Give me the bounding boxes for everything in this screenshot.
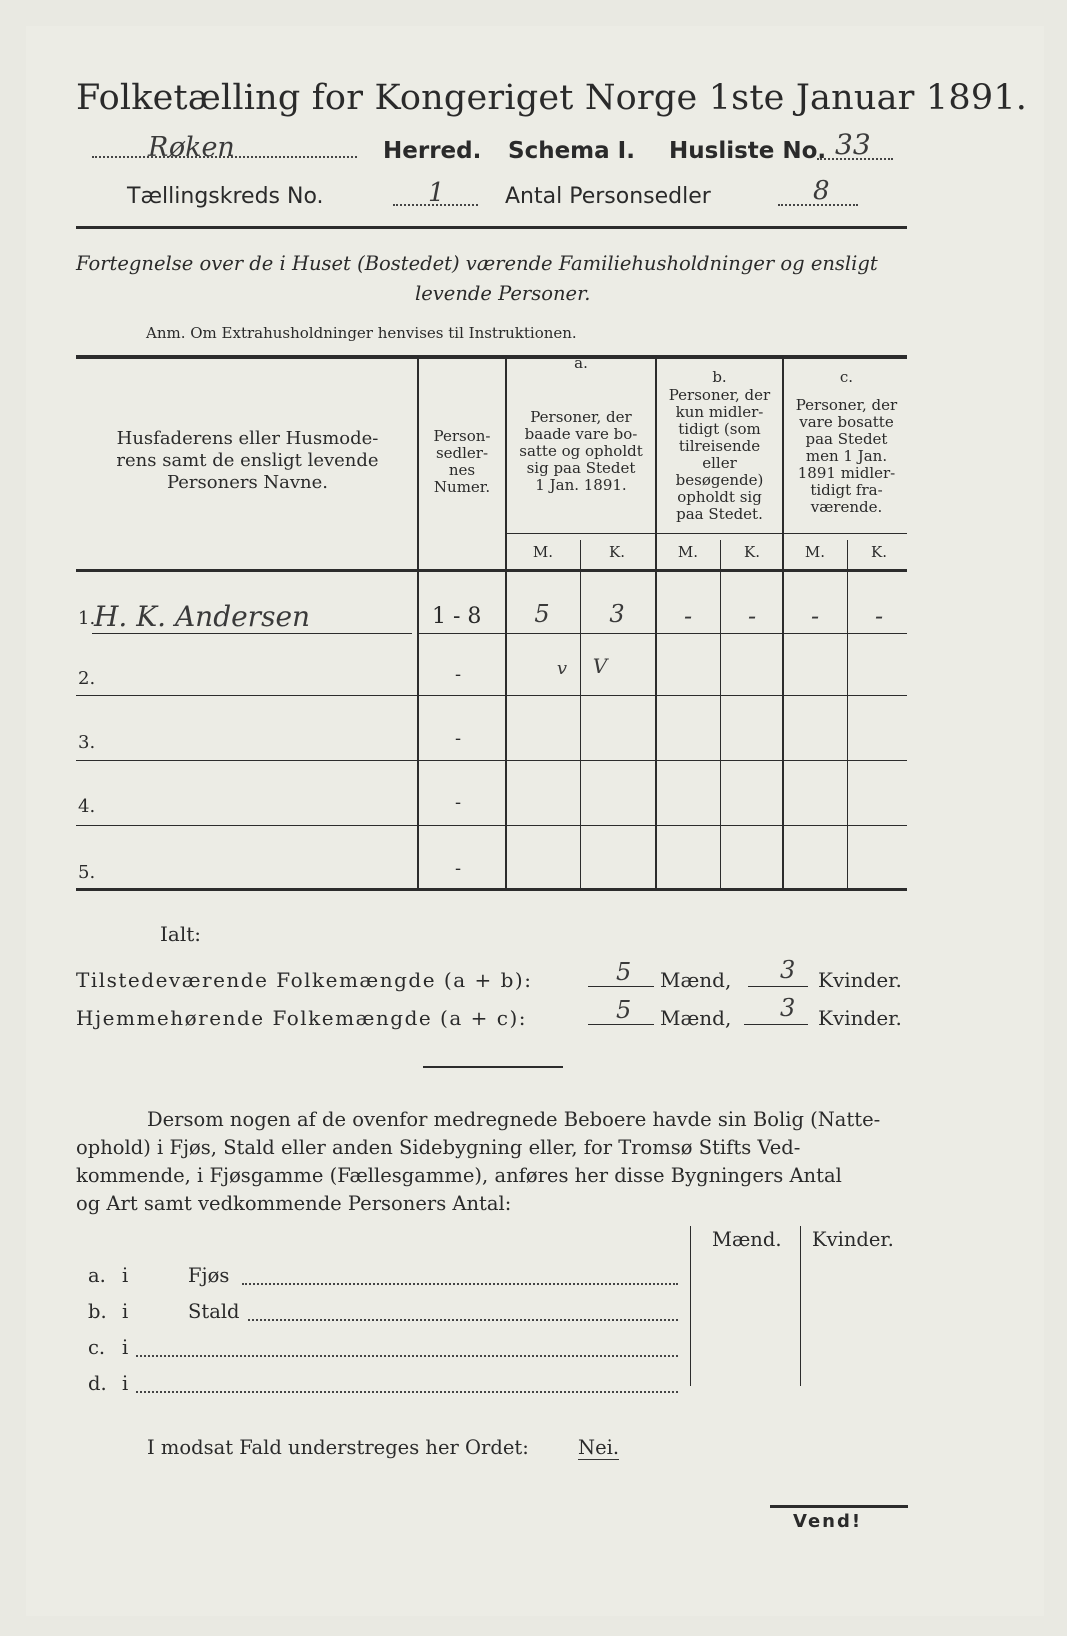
buildings-maend-head: Mænd. <box>712 1228 782 1251</box>
row-4-sedler: - <box>455 792 462 813</box>
col-divider-c-mk <box>847 540 848 888</box>
row-1-rule <box>419 633 907 634</box>
tilstede-m-line <box>588 986 654 987</box>
tilstede-k-line <box>748 986 808 987</box>
row-4-num: 4. <box>78 796 96 817</box>
herred-name: Røken <box>148 132 235 163</box>
row-1-a-k: 3 <box>609 600 625 628</box>
buildings-kvinder-head: Kvinder. <box>812 1228 894 1251</box>
a-m-header: M. <box>532 543 554 561</box>
row-1-num: 1. <box>78 608 96 629</box>
hjemme-maend: Mænd, <box>660 1006 732 1030</box>
hjemme-k-value: 3 <box>780 994 796 1022</box>
section-divider <box>423 1066 563 1068</box>
col-a-header: Personer, der baade vare bo- satte og opholdt sig paa Stedet 1 Jan. 1891. <box>519 408 643 494</box>
building-d-letter: d. <box>88 1372 107 1395</box>
row-1-a-m: 5 <box>534 600 550 628</box>
row-1-c-k: - <box>874 602 884 630</box>
tilstede-m-value: 5 <box>616 958 632 986</box>
row-1-name: H. K. Andersen <box>94 600 311 633</box>
hjemme-m-value: 5 <box>616 996 632 1024</box>
col-divider-a-mk <box>580 540 581 888</box>
row-1-sedler: 1 - 8 <box>432 604 482 629</box>
buildings-para-1: Dersom nogen af de ovenfor medregnede Beboere havde sin Bolig (Natte- <box>147 1108 881 1131</box>
tilstede-maend: Mænd, <box>660 968 732 992</box>
ialt-label: Ialt: <box>160 922 201 946</box>
schema-label: Schema I. <box>508 138 635 164</box>
col-divider-b-mk <box>720 540 721 888</box>
col-b-letter: b. <box>712 368 727 386</box>
buildings-para-3: kommende, i Fjøsgamme (Fællesgamme), anføres her disse Bygningers Antal <box>76 1164 842 1187</box>
herred-label: Herred. <box>383 138 482 164</box>
b-m-header: M. <box>677 543 699 561</box>
building-b-dots <box>248 1319 678 1321</box>
hjemme-m-line <box>588 1024 654 1025</box>
row-1-name-rule <box>92 633 412 634</box>
building-b-label: Stald <box>188 1300 240 1323</box>
intro-line-2: levende Personer. <box>415 282 591 305</box>
col-name-header: Husfaderens eller Husmode- rens samt de ensligt levende Personers Navne. <box>116 428 379 493</box>
row-2-a-m: v <box>556 658 568 679</box>
building-a-letter: a. <box>88 1264 106 1287</box>
antal-label: Antal Personsedler <box>505 184 711 209</box>
anm-note: Anm. Om Extrahusholdninger henvises til Instruktionen. <box>146 324 577 342</box>
building-c-dots <box>136 1355 678 1357</box>
building-a-dots <box>242 1283 678 1285</box>
col-b-header: Personer, der kun midler- tidigt (som tilreisende eller besøgende) opholdt sig paa Stedet. <box>668 386 771 523</box>
row-1-b-k: - <box>747 602 757 630</box>
tilstede-k-value: 3 <box>780 956 796 984</box>
row-3-num: 3. <box>78 732 96 753</box>
hjemme-kvinder: Kvinder. <box>818 1006 902 1030</box>
tilstede-label: Tilstedeværende Folkemængde (a + b): <box>76 968 533 992</box>
nei-word: Nei. <box>578 1436 620 1459</box>
row-4-rule <box>76 825 907 826</box>
husliste-label: Husliste No. <box>669 138 827 164</box>
col-c-header: Personer, der vare bosatte paa Stedet men 1 Jan. 1891 midler- tidigt fra- værende. <box>795 396 898 516</box>
husliste-value: 33 <box>835 128 871 161</box>
building-a-i: i <box>122 1264 129 1287</box>
c-m-header: M. <box>804 543 826 561</box>
row-1-c-m: - <box>810 602 820 630</box>
table-bottom-rule <box>76 888 907 891</box>
antal-value: 8 <box>813 176 830 206</box>
building-a-label: Fjøs <box>188 1264 230 1287</box>
row-2-a-k: V <box>592 654 608 678</box>
row-3-sedler: - <box>455 728 462 749</box>
row-2-rule <box>76 695 907 696</box>
building-d-dots <box>136 1391 678 1393</box>
vend-rule <box>770 1505 908 1508</box>
building-b-letter: b. <box>88 1300 107 1323</box>
kreds-value: 1 <box>428 178 445 208</box>
hjemme-k-line <box>744 1024 808 1025</box>
tilstede-kvinder: Kvinder. <box>818 968 902 992</box>
title-rule <box>76 226 907 229</box>
row-5-num: 5. <box>78 862 96 883</box>
row-3-rule <box>76 760 907 761</box>
building-c-i: i <box>122 1336 129 1359</box>
buildings-para-2: ophold) i Fjøs, Stald eller anden Sidebygning eller, for Tromsø Stifts Ved- <box>76 1136 801 1159</box>
form-title: Folketælling for Kongeriget Norge 1ste Januar 1891. <box>76 78 1028 118</box>
row-1-b-m: - <box>683 602 693 630</box>
row-2-sedler: - <box>455 664 462 685</box>
buildings-divider-1 <box>690 1226 691 1386</box>
row-2-num: 2. <box>78 668 96 689</box>
buildings-para-4: og Art samt vedkommende Personers Antal: <box>76 1192 512 1215</box>
kreds-label: Tællingskreds No. <box>127 184 324 209</box>
mk-rule <box>505 533 907 534</box>
building-b-i: i <box>122 1300 129 1323</box>
buildings-divider-2 <box>800 1226 801 1386</box>
modsat-text: I modsat Fald understreges her Ordet: <box>147 1436 529 1459</box>
col-c-letter: c. <box>839 368 854 386</box>
b-k-header: K. <box>744 543 760 561</box>
a-k-header: K. <box>609 543 625 561</box>
row-5-sedler: - <box>455 858 462 879</box>
hjemme-label: Hjemmehørende Folkemængde (a + c): <box>76 1006 527 1030</box>
c-k-header: K. <box>871 543 887 561</box>
col-num-header: Person- sedler- nes Numer. <box>433 427 491 496</box>
building-c-letter: c. <box>88 1336 106 1359</box>
building-d-i: i <box>122 1372 129 1395</box>
col-a-letter: a. <box>574 354 588 372</box>
vend-text: Vend! <box>793 1511 863 1532</box>
intro-line-1: Fortegnelse over de i Huset (Bostedet) værende Familiehusholdninger og ensligt <box>76 252 878 275</box>
